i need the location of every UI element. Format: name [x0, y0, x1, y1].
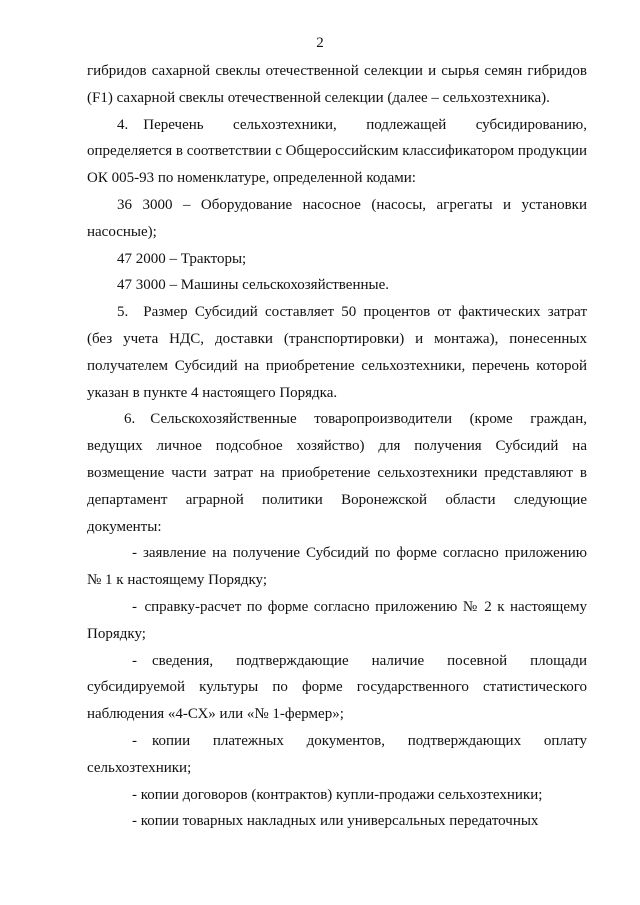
list-item-invoices: - копии товарных накладных или универсальных передаточных: [132, 813, 539, 830]
paragraph-code-473000: 47 3000 – Машины сельскохозяйственные.: [117, 277, 389, 294]
list-item-payment-docs: - копии платежных документов, подтверждающих оплату сельхозтехники;: [87, 732, 587, 776]
paragraph-item-4: 4. Перечень сельхозтехники, подлежащей субсидированию, определяется в соответствии с Общероссийским классификатором продукции ОК 005-93 по номенклатуре, определенной кодами:: [87, 116, 588, 187]
paragraph-continuation: гибридов сахарной свеклы отечественной селекции и сырья семян гибридов (F1) сахарной свеклы отечественной селекции (далее – сельхозтехника).: [87, 63, 587, 106]
list-item-calculation: - справку-расчет по форме согласно приложению № 2 к настоящему Порядку;: [87, 598, 587, 642]
list-item-sown-area: - сведения, подтверждающие наличие посевной площади субсидируемой культуры по форме государственного статистического наблюдения «4-СХ» или «№ 1-фермер»;: [87, 652, 587, 723]
paragraph-code-363000: 36 3000 – Оборудование насосное (насосы, агрегаты и установки насосные);: [87, 196, 587, 240]
list-item-application: - заявление на получение Субсидий по форме согласно приложению № 1 к настоящему Порядку;: [87, 545, 587, 589]
paragraph-code-472000: 47 2000 – Тракторы;: [117, 250, 247, 267]
page-number: 2: [316, 35, 324, 51]
paragraph-item-6: 6. Сельскохозяйственные товаропроизводители (кроме граждан, ведущих личное подсобное хозяйство) для получения Субсидий на возмещение части затрат на приобретение сельхозтехники представляют в департамент аграрной политики Воронежской области следующие документы:: [87, 411, 587, 535]
list-item-contracts: - копии договоров (контрактов) купли-продажи сельхозтехники;: [132, 786, 543, 803]
paragraph-item-5: 5. Размер Субсидий составляет 50 процентов от фактических затрат (без учета НДС, доставки (транспортировки) и монтажа), понесенных получателем Субсидий на приобретение сельхозтехники, перечень которой указан в пункте 4 настоящего Порядка.: [87, 304, 587, 401]
document-body: [87, 58, 587, 835]
